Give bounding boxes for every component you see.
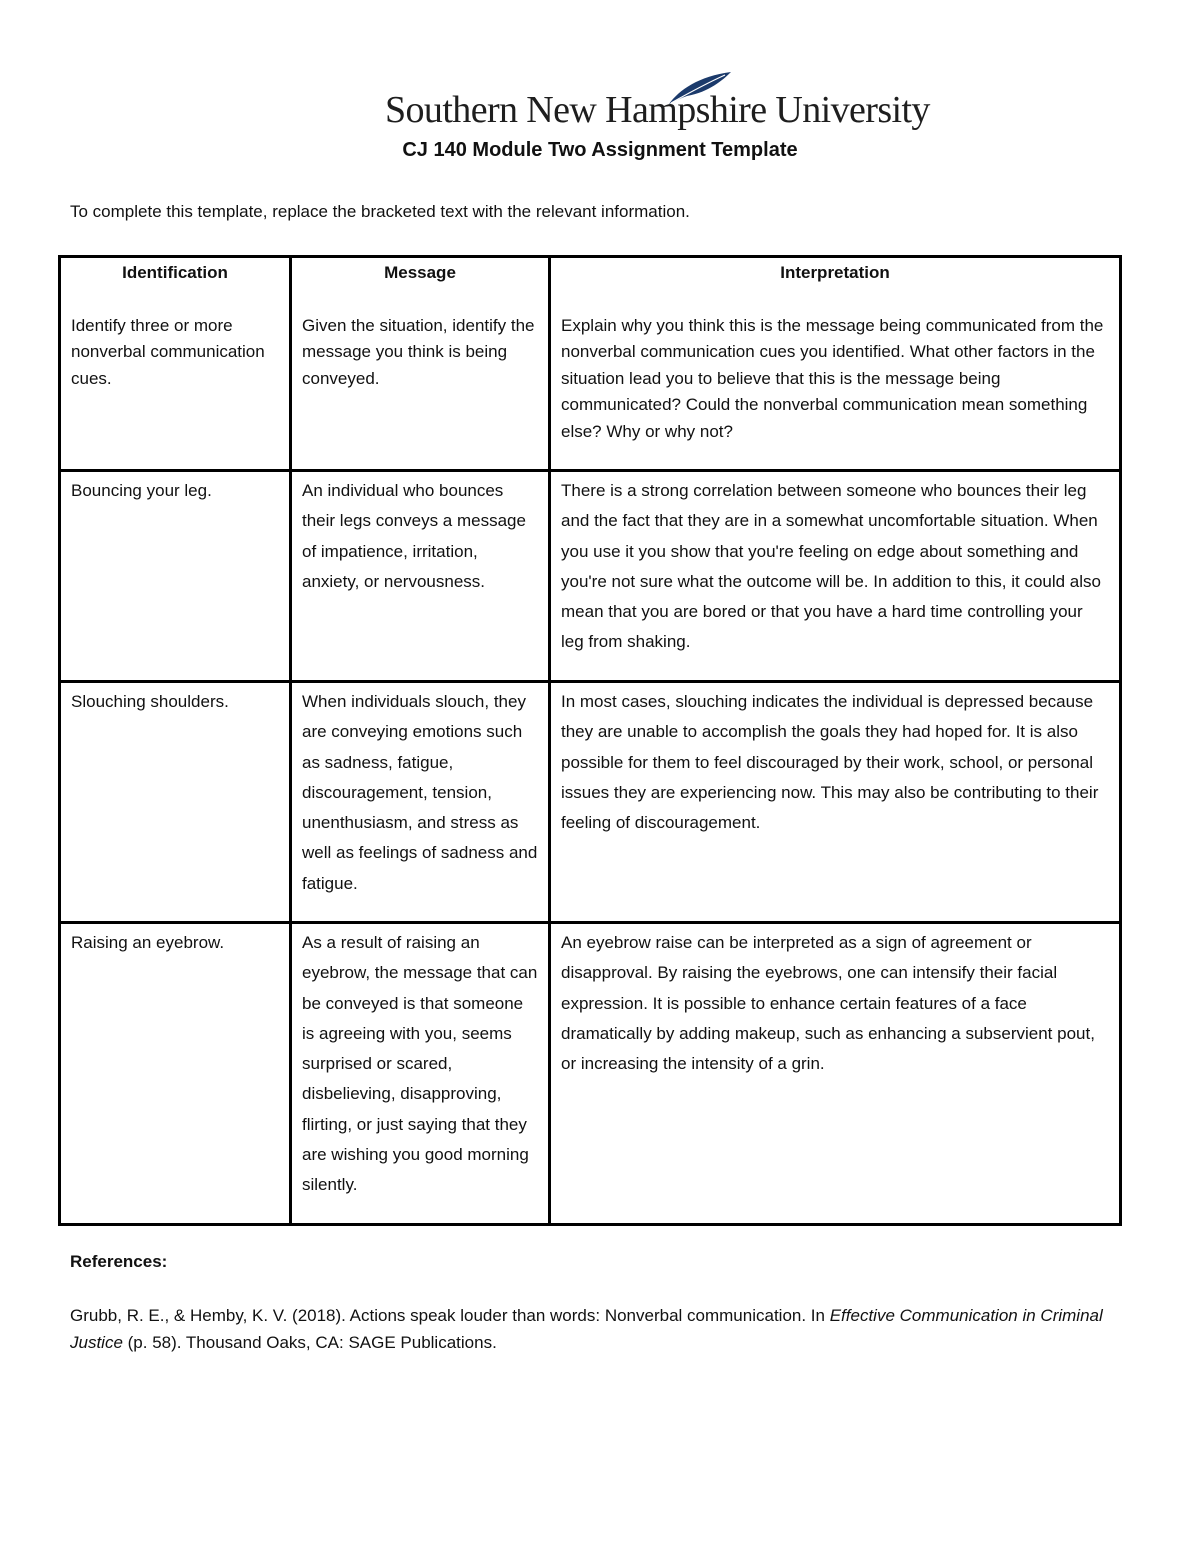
message-cell: As a result of raising an eyebrow, the message that can be conveyed is that someone is agreeing with you, seems surprised or scared, disbelieving, disapproving, flirting, or just saying that they are wishing you good morning silently. bbox=[291, 923, 550, 1225]
interpretation-cell: There is a strong correlation between someone who bounces their leg and the fact that they are in a somewhat uncomfortable situation. When you use it you show that you're feeling on edge about something and you're not sure what the outcome will be. In addition to this, it could also mean that you are bored or that you have a hard time controlling your leg from shaking. bbox=[550, 471, 1121, 682]
reference-authors-title: Grubb, R. E., & Hemby, K. V. (2018). Actions speak louder than words: Nonverbal communication. In bbox=[70, 1306, 830, 1325]
identification-cell: Slouching shoulders. bbox=[60, 682, 291, 923]
header-cell-interpretation bbox=[550, 257, 1121, 471]
document-title: CJ 140 Module Two Assignment Template bbox=[402, 139, 798, 161]
identification-cell: Bouncing your leg. bbox=[60, 471, 291, 682]
header-cell-message bbox=[291, 257, 550, 471]
table-row bbox=[60, 471, 1121, 682]
message-cell: When individuals slouch, they are conveying emotions such as sadness, fatigue, discouragement, tension, unenthusiasm, and stress as well as feelings of sadness and fatigue. bbox=[291, 682, 550, 923]
reference-book-title: Effective Communication in Criminal Justice bbox=[70, 1306, 1103, 1352]
header-cell-identification bbox=[60, 257, 291, 471]
reference-publisher: (p. 58). Thousand Oaks, CA: SAGE Publications. bbox=[122, 1333, 497, 1352]
university-logo bbox=[385, 70, 930, 134]
identification-cell: Raising an eyebrow. bbox=[60, 923, 291, 1225]
references-heading: References: bbox=[70, 1252, 168, 1271]
table-row bbox=[60, 682, 1121, 923]
logo-wordmark: Southern New Hampshire University bbox=[385, 89, 930, 131]
message-cell: An individual who bounces their legs conveys a message of impatience, irritation, anxiety, or nervousness. bbox=[291, 471, 550, 682]
interpretation-cell: In most cases, slouching indicates the individual is depressed because they are unable to accomplish the goals they had hoped for. It is also possible for them to feel discouraged by their work, school, or personal issues they are experiencing now. This may also be contributing to their feeling of discouragement. bbox=[550, 682, 1121, 923]
quill-feather-icon bbox=[665, 70, 735, 106]
column-heading: Identification bbox=[122, 263, 228, 282]
table-header-row bbox=[60, 257, 1121, 471]
reference-entry bbox=[70, 1302, 1130, 1356]
column-heading: Message bbox=[384, 263, 456, 282]
cues-table bbox=[58, 255, 1122, 1226]
column-description: Given the situation, identify the message you think is being conveyed. bbox=[302, 315, 535, 388]
table-row bbox=[60, 923, 1121, 1225]
column-heading: Interpretation bbox=[780, 263, 890, 282]
instructions-text: To complete this template, replace the bracketed text with the relevant information. bbox=[70, 202, 690, 221]
interpretation-cell: An eyebrow raise can be interpreted as a sign of agreement or disapproval. By raising the eyebrows, one can intensify their facial expression. It is possible to enhance certain features of a face dramatically by adding makeup, such as enhancing a subservient pout, or increasing the intensity of a grin. bbox=[550, 923, 1121, 1225]
column-description: Explain why you think this is the message being communicated from the nonverbal communication cues you identified. What other factors in the situation lead you to believe that this is the message being communicated? Could the nonverbal communication mean something else? Why or why not? bbox=[561, 315, 1104, 441]
column-description: Identify three or more nonverbal communication cues. bbox=[71, 315, 265, 388]
